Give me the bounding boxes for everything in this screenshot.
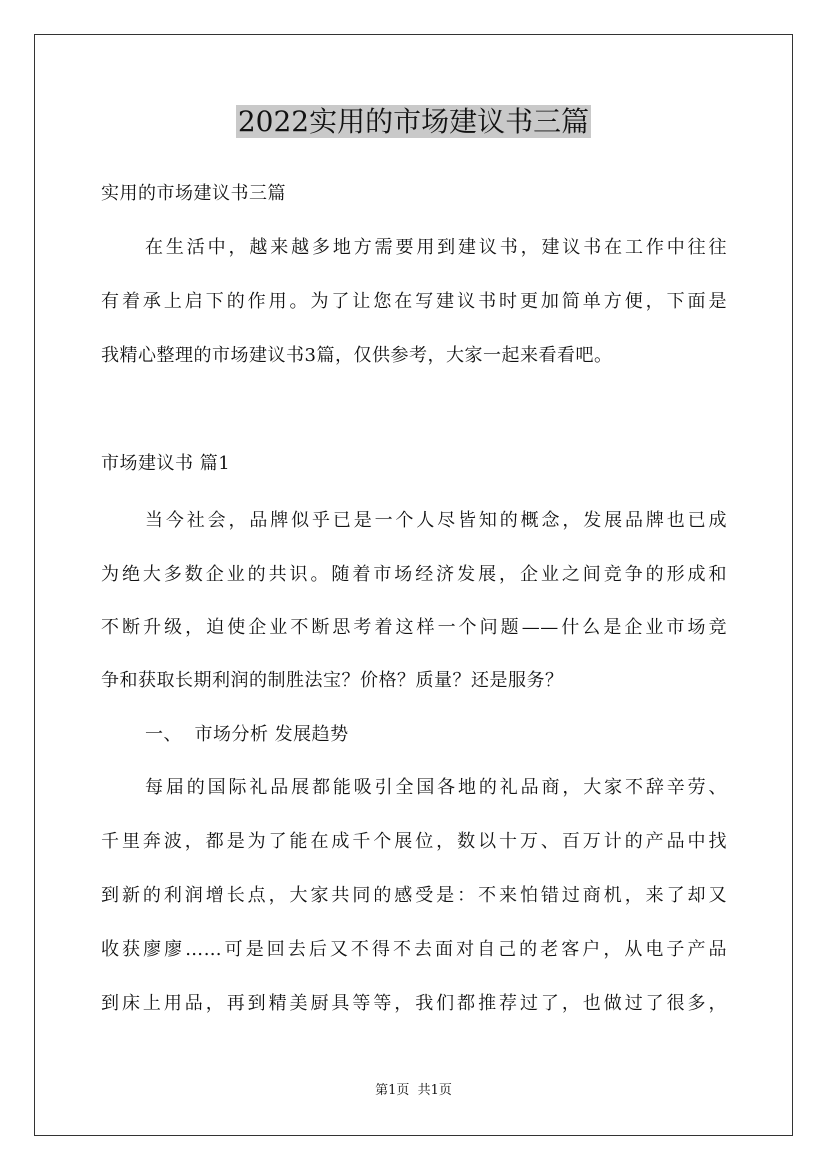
para2-line-1: 每届的国际礼品展都能吸引全国各地的礼品商，大家不辞辛劳、 — [145, 777, 727, 798]
intro-line-1: 在生活中，越来越多地方需要用到建议书，建议书在工作中往往 — [145, 237, 727, 258]
para2-line-4: 收获廖廖……可是回去后又不得不去面对自己的老客户，从电子产品 — [101, 939, 727, 960]
document-subtitle: 实用的市场建议书三篇 — [101, 183, 286, 204]
para2-line-5: 到床上用品，再到精美厨具等等，我们都推荐过了，也做过了很多， — [101, 993, 727, 1014]
intro-line-2: 有着承上启下的作用。为了让您在写建议书时更加简单方便，下面是 — [101, 291, 727, 312]
para1-line-1: 当今社会，品牌似乎已是一个人尽皆知的概念，发展品牌也已成 — [145, 510, 727, 531]
page-footer: 第1页 共1页 — [375, 1083, 452, 1098]
para1-line-4: 争和获取长期利润的制胜法宝？价格？质量？还是服务？ — [101, 670, 564, 691]
document-title: 2022实用的市场建议书三篇 — [237, 105, 590, 138]
section-heading: 市场建议书 篇1 — [101, 453, 231, 474]
para2-line-3: 到新的利润增长点，大家共同的感受是：不来怕错过商机，来了却又 — [101, 885, 727, 906]
para2-line-2: 千里奔波，都是为了能在成千个展位，数以十万、百万计的产品中找 — [101, 831, 727, 852]
subheading: 一、 市场分析 发展趋势 — [145, 724, 349, 745]
para1-line-3: 不断升级，迫使企业不断思考着这样一个问题——什么是企业市场竞 — [101, 617, 727, 638]
para1-line-2: 为绝大多数企业的共识。随着市场经济发展，企业之间竞争的形成和 — [101, 564, 727, 585]
intro-line-3: 我精心整理的市场建议书3篇，仅供参考，大家一起来看看吧。 — [101, 345, 613, 366]
